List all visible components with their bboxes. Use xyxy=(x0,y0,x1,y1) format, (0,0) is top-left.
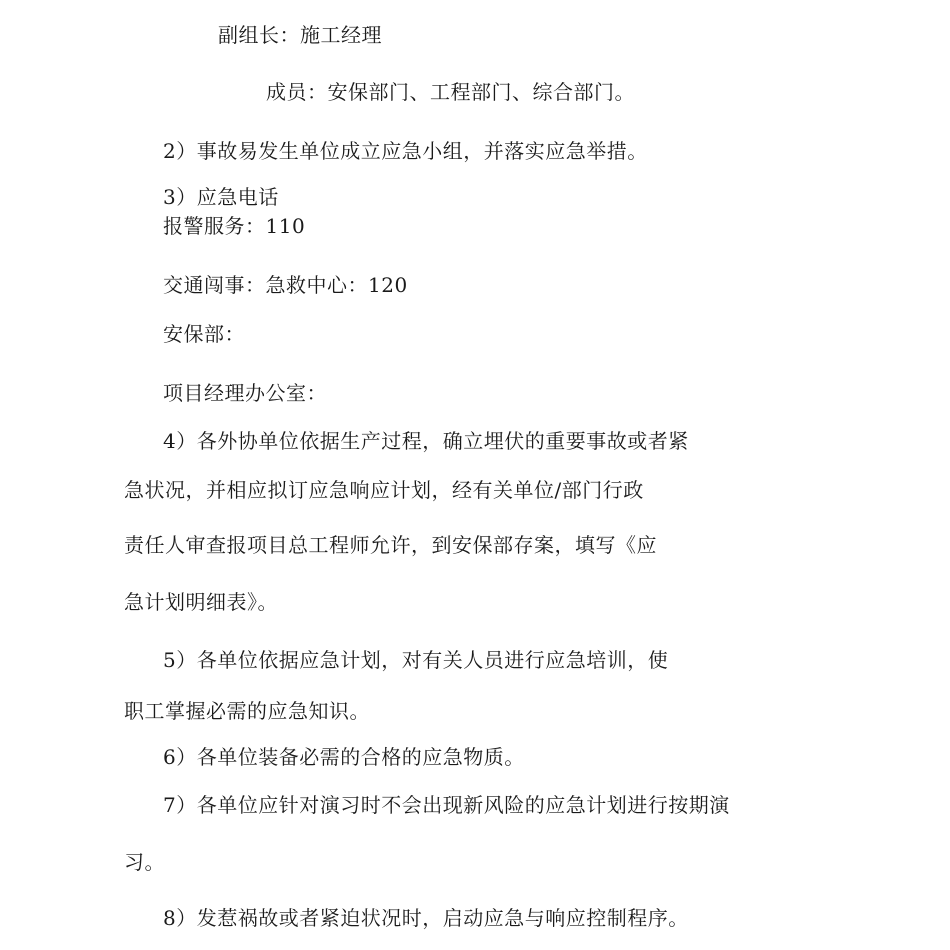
text-line-item-6: 6）各单位装备必需的合格的应急物质。 xyxy=(163,745,525,769)
text-line-item-5-cont: 职工掌握必需的应急知识。 xyxy=(124,699,370,723)
text-line-item-8: 8）发惹祸故或者紧迫状况时，启动应急与响应控制程序。 xyxy=(163,906,689,930)
text-line-item-7-cont: 习。 xyxy=(124,850,165,874)
text-line-item-2: 2）事故易发生单位成立应急小组，并落实应急举措。 xyxy=(163,139,648,163)
text-line-item-3: 3）应急电话 xyxy=(163,185,279,209)
text-line-item-4-cont-1: 急状况，并相应拟订应急响应计划，经有关单位/部门行政 xyxy=(124,478,644,502)
text-line-item-7: 7）各单位应针对演习时不会出现新风险的应急计划进行按期演 xyxy=(163,793,730,817)
text-line-police-phone: 报警服务：110 xyxy=(163,214,306,238)
text-line-deputy-leader: 副组长：施工经理 xyxy=(218,23,382,47)
text-line-members: 成员：安保部门、工程部门、综合部门。 xyxy=(266,80,635,104)
text-line-emergency-phone: 交通闯事：急救中心：120 xyxy=(163,273,408,297)
text-line-item-5: 5）各单位依据应急计划，对有关人员进行应急培训，使 xyxy=(163,648,669,672)
text-line-item-4-cont-2: 责任人审查报项目总工程师允许，到安保部存案，填写《应 xyxy=(124,533,657,557)
text-line-security-dept: 安保部： xyxy=(163,322,245,346)
text-line-pm-office: 项目经理办公室： xyxy=(163,381,327,405)
text-line-item-4-cont-3: 急计划明细表》。 xyxy=(124,590,278,614)
text-line-item-4: 4）各外协单位依据生产过程，确立埋伏的重要事故或者紧 xyxy=(163,429,689,453)
